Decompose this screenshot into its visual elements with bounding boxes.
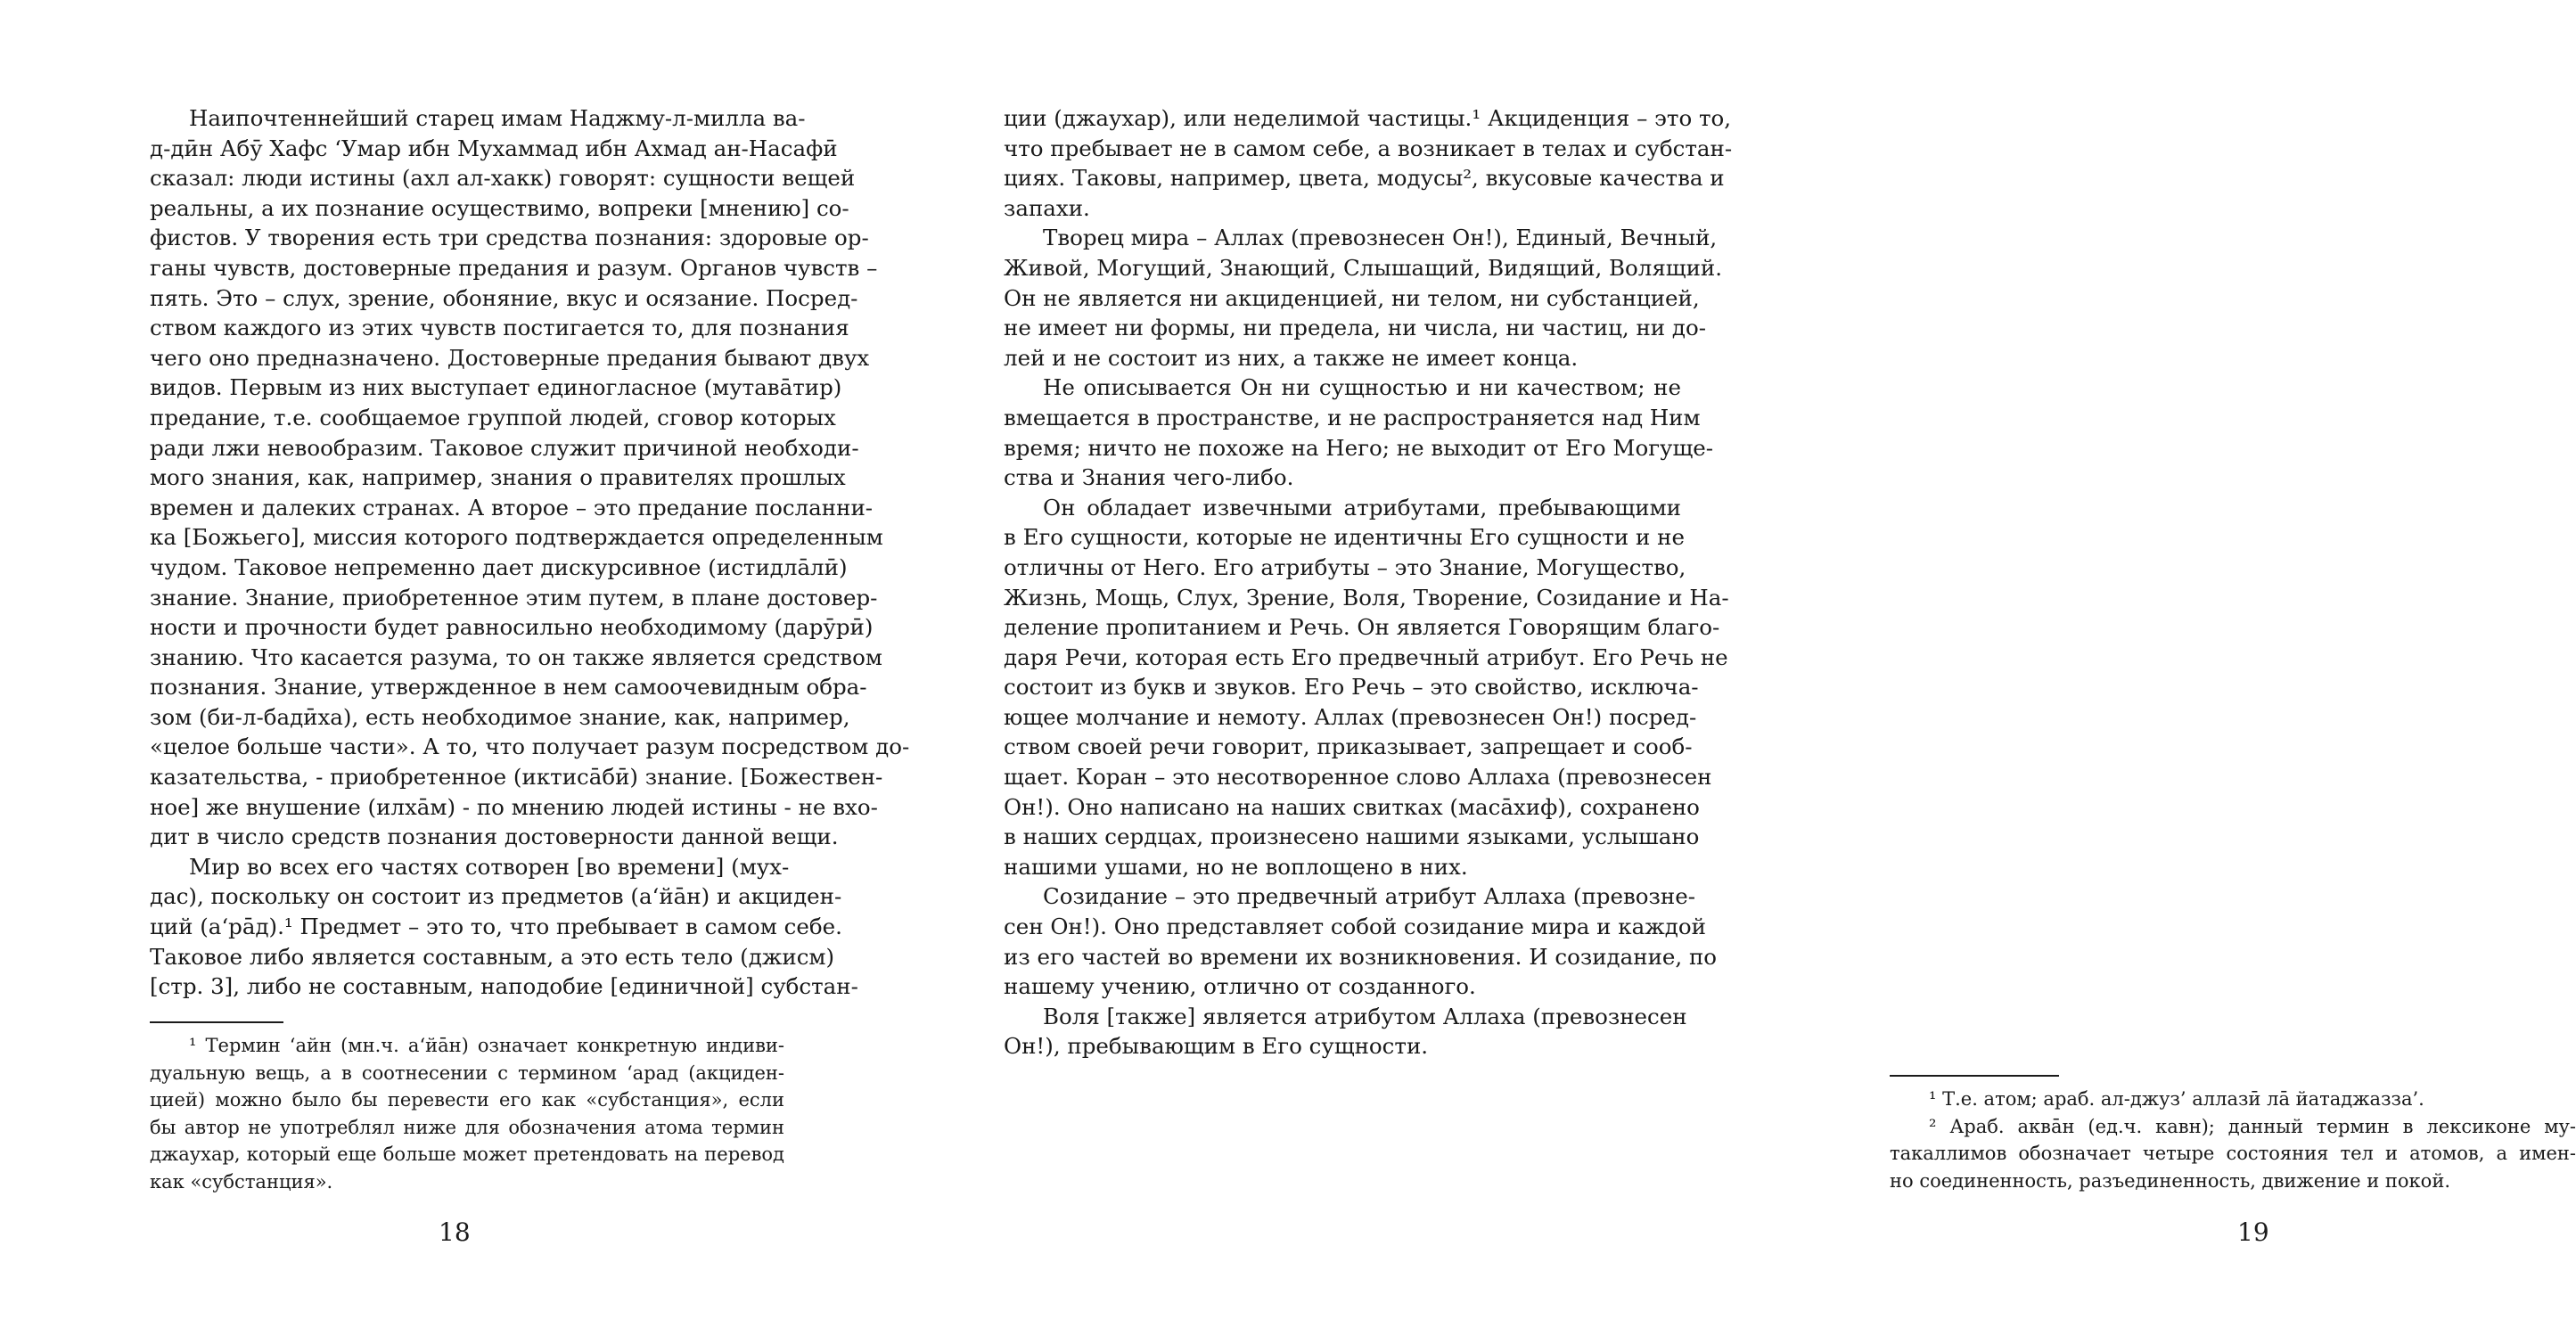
footnote-line: ² Араб. аква̄н (ед.ч. кавн); данный термин в лексиконе му- xyxy=(1929,1115,2576,1137)
text-line: отличны от Него. Его атрибуты – это Знание, Могущество, xyxy=(1004,553,1686,580)
footnote-line: цией) можно было бы перевести его как «субстанция», если xyxy=(150,1089,784,1111)
text-line: ности и прочности будет равносильно необходимому (дарӯрӣ) xyxy=(150,614,874,641)
text-line: Он!). Оно написано на наших свитках (маса̄хиф), сохранено xyxy=(1004,793,1700,820)
text-line: лей и не состоит из них, а также не имеет конца. xyxy=(1004,344,1579,371)
text-line: предание, т.е. сообщаемое группой людей, сговор которых xyxy=(150,404,836,430)
text-line: д-дӣн Абӯ Хафс ‘Умар ибн Мухаммад ибн Ахмад ан-Насафӣ xyxy=(150,135,838,161)
text-line: ции (джаухар), или неделимой частицы.¹ Акциденция – это то, xyxy=(1004,105,1732,131)
text-line: в Его сущности, которые не идентичны Его сущности и не xyxy=(1004,524,1685,551)
text-line: видов. Первым из них выступает единогласное (мутава̄тир) xyxy=(150,374,842,401)
text-line: нашими ушами, но не воплощено в них. xyxy=(1004,853,1468,880)
footnote-line: бы автор не употреблял ниже для обозначения атома термин xyxy=(150,1116,784,1138)
right-page-body xyxy=(1004,103,1733,1062)
text-line: ющее молчание и немоту. Аллах (превознесен Он!) посред- xyxy=(1004,703,1697,730)
text-line: знание. Знание, приобретенное этим путем, в плане достовер- xyxy=(150,584,878,611)
text-line: ганы чувств, достоверные предания и разум. Органов чувств – xyxy=(150,254,878,281)
footnote-line: ¹ Т.е. атом; араб. ал-джуз’ аллазӣ ла̄ йатаджазза’. xyxy=(1929,1088,2424,1110)
text-line: ством каждого из этих чувств постигается то, для познания xyxy=(150,315,849,341)
page-number: 19 xyxy=(2237,1217,2269,1247)
text-line: из его частей во времени их возникновения. И созидание, по xyxy=(1004,943,1718,970)
text-line: даря Речи, которая есть Его предвечный атрибут. Его Речь не xyxy=(1004,644,1728,670)
text-line: чудом. Таковое непременно дает дискурсивное (истидла̄лӣ) xyxy=(150,553,848,580)
text-line: ций (а‘ра̄д).¹ Предмет – это то, что пребывает в самом себе. xyxy=(150,914,842,940)
text-line: не имеет ни формы, ни предела, ни числа, ни частиц, ни до- xyxy=(1004,315,1707,341)
text-line: чего оно предназначено. Достоверные предания бывают двух xyxy=(150,344,870,371)
text-line: ства и Знания чего-либо. xyxy=(1004,464,1294,491)
footnote-separator xyxy=(150,1021,283,1023)
footnote-line: дуальную вещь, а в соотнесении с термином ‘арад (акциден- xyxy=(150,1062,784,1084)
text-line: в наших сердцах, произнесено нашими языками, услышано xyxy=(1004,824,1700,850)
text-line: нашему учению, отлично от созданного. xyxy=(1004,973,1476,1000)
footnote-line: как «субстанция». xyxy=(150,1170,333,1193)
text-line: зом (би-л-бадӣха), есть необходимое знание, как, например, xyxy=(150,703,850,730)
text-line: циях. Таковы, например, цвета, модусы², вкусовые качества и xyxy=(1004,165,1725,192)
text-line: казательства, - приобретенное (иктиса̄бӣ) знание. [Божествен- xyxy=(150,764,883,791)
footnote-line: джаухар, который еще больше может претендовать на перевод xyxy=(150,1144,784,1165)
right-page-footnotes xyxy=(1890,1086,2576,1194)
text-line: дас), поскольку он состоит из предметов (а‘йа̄н) и акциден- xyxy=(150,883,842,910)
footnote-line: но соединенность, разъединенность, движение и покой. xyxy=(1890,1169,2450,1192)
text-line: запахи. xyxy=(1004,194,1090,221)
text-line: состоит из букв и звуков. Его Речь – это свойство, исключа- xyxy=(1004,674,1699,701)
text-line: Творец мира – Аллах (превознесен Он!), Единый, Вечный, xyxy=(1043,225,1718,251)
right-page xyxy=(891,0,2576,1328)
text-line: пять. Это – слух, зрение, обоняние, вкус и осязание. Посред- xyxy=(150,284,858,311)
text-line: Наипочтеннейший старец имам Наджму-л-милла ва- xyxy=(189,105,806,131)
text-line: вмещается в пространстве, и не распространяется над Ним xyxy=(1004,404,1701,430)
text-line: что пребывает не в самом себе, а возникает в телах и субстан- xyxy=(1004,135,1733,161)
left-page xyxy=(0,0,910,1328)
text-line: ка [Божьего], миссия которого подтверждается определенным xyxy=(150,524,883,551)
text-line: времен и далеких странах. А второе – это предание посланни- xyxy=(150,494,874,521)
text-line: Воля [также] является атрибутом Аллаха (превознесен xyxy=(1043,1003,1687,1029)
text-line: Он!), пребывающим в Его сущности. xyxy=(1004,1033,1429,1060)
text-line: дит в число средств познания достоверности данной вещи. xyxy=(150,824,839,850)
text-line: мого знания, как, например, знания о правителях прошлых xyxy=(150,464,846,491)
text-line: ради лжи невообразим. Таковое служит причиной необходи- xyxy=(150,434,859,461)
text-line: ное] же внушение (илха̄м) - по мнению людей истины - не вхо- xyxy=(150,793,878,820)
text-line: Мир во всех его частях сотворен [во времени] (мух- xyxy=(189,853,790,880)
text-line: «целое больше части». А то, что получает разум посредством до- xyxy=(150,734,910,760)
text-line: Жизнь, Мощь, Слух, Зрение, Воля, Творение, Созидание и На- xyxy=(1004,584,1729,611)
text-line: деление пропитанием и Речь. Он является Говорящим благо- xyxy=(1004,614,1720,641)
text-line: Не описывается Он ни сущностью и ни качеством; не xyxy=(1043,374,1681,401)
text-line: щает. Коран – это несотворенное слово Аллаха (превознесен xyxy=(1004,764,1712,791)
text-line: знанию. Что касается разума, то он также является средством xyxy=(150,644,882,670)
left-page-body xyxy=(150,103,910,1002)
text-line: Он не является ни акциденцией, ни телом, ни субстанцией, xyxy=(1004,284,1700,311)
text-line: Он обладает извечными атрибутами, пребывающими xyxy=(1043,494,1681,521)
text-line: время; ничто не похоже на Него; не выходит от Его Могуще- xyxy=(1004,434,1714,461)
footnote-line: ¹ Термин ‘айн (мн.ч. а‘йа̄н) означает конкретную индиви- xyxy=(189,1035,784,1056)
text-line: сен Он!). Оно представляет собой созидание мира и каждой xyxy=(1004,914,1706,940)
text-line: познания. Знание, утвержденное в нем самоочевидным обра- xyxy=(150,674,867,701)
left-page-footnotes xyxy=(150,1032,784,1195)
footnote-line: такаллимов обозначает четыре состояния тел и атомов, а имен- xyxy=(1890,1143,2576,1164)
text-line: Живой, Могущий, Знающий, Слышащий, Видящий, Волящий. xyxy=(1004,254,1723,281)
text-line: фистов. У творения есть три средства познания: здоровые ор- xyxy=(150,225,869,251)
page-number: 18 xyxy=(439,1217,471,1247)
text-line: [стр. 3], либо не составным, наподобие [единичной] субстан- xyxy=(150,973,858,1000)
text-line: реальны, а их познание осуществимо, вопреки [мнению] со- xyxy=(150,194,849,221)
text-line: ством своей речи говорит, приказывает, запрещает и сооб- xyxy=(1004,734,1693,760)
footnote-separator xyxy=(1890,1075,2059,1077)
text-line: Созидание – это предвечный атрибут Аллаха (превозне- xyxy=(1043,883,1695,910)
text-line: сказал: люди истины (ахл ал-хакк) говорят: сущности вещей xyxy=(150,165,856,192)
text-line: Таковое либо является составным, а это есть тело (джисм) xyxy=(150,943,835,970)
